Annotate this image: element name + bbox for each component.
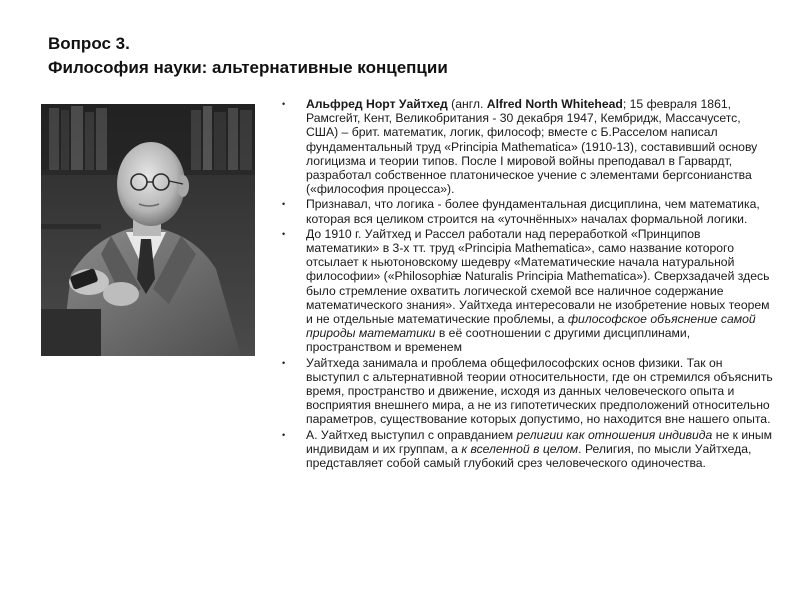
bullet-text: (англ.	[447, 97, 487, 111]
italic-emphasis: религии как отношения индивида	[516, 427, 713, 442]
list-item	[282, 97, 774, 196]
list-item	[282, 197, 774, 225]
italic-emphasis: к вселенной в целом	[461, 441, 579, 456]
title-line-2: Философия науки: альтернативные концепции	[48, 58, 448, 77]
italic-emphasis: философское объяснение самой природы математики	[306, 312, 756, 341]
bullet-text: А. Уайтхед выступил с оправданием	[306, 427, 517, 442]
bullet-text: Уайтхеда занимала и проблема общефилософских основ физики. Так он выступил с альтернативной теории относительности, где он стремился объяснить время, пространство и движение, исходя из данных человеческого опыта и восприятия внешнего мира, а не из гипотетических предположений относительно параметров, существование которых допустимо, но находится вне нашего опыта.	[306, 355, 773, 427]
bullet-marker: •	[282, 429, 286, 440]
person-name-en: Alfred North Whitehead	[486, 97, 623, 111]
bullet-text: Признавал, что логика - более фундаментальная дисциплина, чем математика, которая вся целиком строится на «уточнённых» началах формальной логики.	[306, 197, 760, 226]
bullet-text: . Религия, по мысли Уайтхеда, представляет собой самый глубокий срез человеческого одиночества.	[306, 441, 752, 471]
list-item	[282, 428, 774, 471]
title-line-1: Вопрос 3.	[48, 34, 130, 53]
bullet-marker: •	[282, 199, 286, 210]
bullet-marker: •	[282, 357, 286, 368]
slide-title	[48, 32, 448, 80]
portrait-photo	[41, 104, 255, 356]
list-item	[282, 356, 774, 427]
person-name-ru: Альфред Норт Уайтхед	[306, 97, 448, 111]
bullet-marker: •	[282, 99, 286, 109]
bullet-text: ; 15 февраля 1861, Рамсгейт, Кент, Великобритания - 30 декабря 1947, Кембридж, Массачусетс, США) – брит. математик, логик, философ; вместе с Б.Расселом написал фундаментальный труд «Principia Mathematica» (1910-13), составивший основу логицизма и теории типов. После I мировой войны преподавал в Гарвардт, разработал собственное платоническое учение с элементами бергсонианства («философия процесса»).	[306, 97, 758, 197]
list-item	[282, 227, 774, 355]
bullet-text: не к иным индивидам и их группам, а	[306, 427, 773, 456]
bullet-marker: •	[282, 228, 286, 239]
bullet-text: в её соотношении с другими дисциплинами, пространством и временем	[306, 326, 691, 355]
bullet-text: До 1910 г. Уайтхед и Рассел работали над переработкой «Принципов математики» в 3-х тт. труд «Principia Mathematica», само название которого отсылает к ньютоновскому шедевру «Математические начала натуральной философии» («Philosophiæ Naturalis Principia Mathematica»). Сверхзадачей здесь было стремление охватить логической схемой все наличное содержание математического знания». Уайтхеда интересовали не изобретение новых теорем и не отдельные математические проблемы, а	[306, 226, 770, 327]
bullet-list	[282, 97, 774, 471]
